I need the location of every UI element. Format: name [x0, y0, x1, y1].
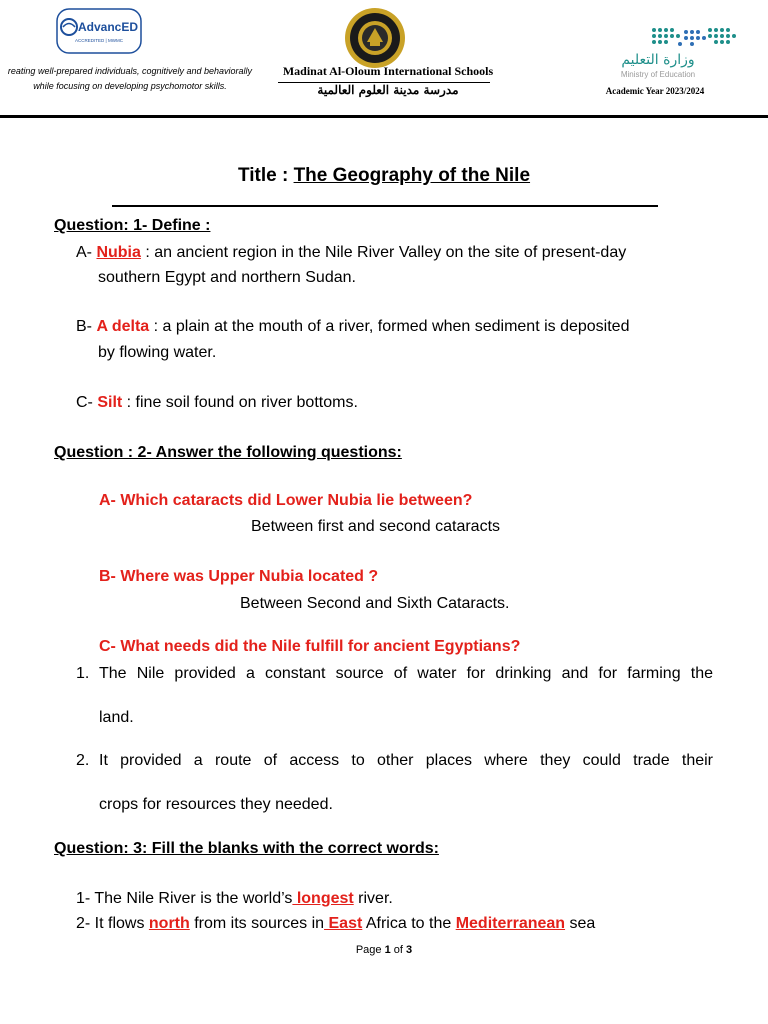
sentence-text: sea — [565, 915, 596, 932]
sentence-text: 2- It flows — [76, 915, 149, 932]
definition-nubia — [76, 243, 626, 263]
term-delta: A delta — [96, 318, 150, 335]
question-1-heading: Question: 1- Define : — [54, 217, 211, 234]
answer-2c-2-number: 2. — [76, 752, 90, 769]
definition-delta — [76, 317, 629, 337]
sentence-text: Africa to the — [362, 915, 456, 932]
fill-sentence-2 — [76, 914, 595, 934]
ministry-name-ar: وزارة التعليم — [621, 52, 695, 68]
school-motto — [0, 64, 260, 94]
school-name-en: Madinat Al-Oloum International Schools — [282, 64, 494, 78]
page-total: 3 — [406, 944, 413, 956]
page-word: Page — [355, 944, 385, 956]
advanced-logo — [56, 8, 142, 54]
page-current: 1 — [384, 944, 391, 956]
sentence-text: from its sources in — [189, 915, 325, 932]
definition-nubia-continued: southern Egypt and northern Sudan. — [98, 269, 356, 286]
question-3-heading: Question: 3: Fill the blanks with the correct words: — [54, 840, 439, 857]
definition-prefix: C- — [76, 394, 98, 411]
sentence-text: 1- The Nile River is the world’s — [76, 890, 293, 907]
answer-2c-1: The Nile provided a constant source of water for drinking and for farming the — [99, 665, 713, 682]
question-2a: A- Which cataracts did Lower Nubia lie between? — [99, 492, 473, 509]
ministry-name-en: Ministry of Education — [620, 70, 696, 79]
advanced-logo-name: AdvancED — [78, 20, 139, 34]
motto-line-2: while focusing on developing psychomotor skills. — [33, 81, 227, 91]
question-2-heading: Question : 2- Answer the following questions: — [54, 444, 402, 461]
advanced-logo-sub: ACCREDITED | MWMC — [75, 38, 123, 43]
document-header — [0, 0, 768, 116]
definition-silt — [76, 393, 358, 413]
title-text: The Geography of the Nile — [293, 165, 531, 186]
blank-longest: longest — [292, 890, 354, 907]
answer-2b: Between Second and Sixth Cataracts. — [240, 595, 510, 612]
page-of: of — [390, 944, 407, 956]
sentence-text: river. — [353, 890, 393, 907]
answer-2c-1-continued: land. — [99, 709, 134, 726]
term-nubia: Nubia — [96, 244, 141, 261]
answer-2a: Between first and second cataracts — [251, 518, 501, 535]
definition-text: : fine soil found on river bottoms. — [122, 394, 358, 411]
title-label: Title : — [237, 165, 294, 186]
blank-north: north — [148, 915, 190, 932]
school-seal-icon — [343, 6, 407, 70]
definition-text: : a plain at the mouth of a river, formed when sediment is deposited — [149, 318, 630, 335]
question-2b: B- Where was Upper Nubia located ? — [99, 568, 379, 585]
definition-prefix: B- — [76, 318, 97, 335]
definition-delta-continued: by flowing water. — [98, 344, 217, 361]
title-divider — [112, 205, 658, 207]
page-title — [0, 165, 768, 187]
motto-line-1: reating well-prepared individuals, cognitively and behaviorally — [7, 66, 253, 76]
page-number — [0, 944, 768, 956]
answer-2c-2-continued: crops for resources they needed. — [99, 796, 333, 813]
academic-year: Academic Year 2023/2024 — [605, 86, 705, 96]
ministry-dots-logo-icon — [650, 26, 736, 48]
definition-text: : an ancient region in the Nile River Valley on the site of present-day — [140, 244, 627, 261]
blank-east: East — [324, 915, 363, 932]
term-silt: Silt — [97, 394, 123, 411]
header-divider — [0, 112, 768, 118]
question-2c: C- What needs did the Nile fulfill for ancient Egyptians? — [99, 638, 521, 655]
fill-sentence-1 — [76, 889, 393, 909]
answer-2c-2: It provided a route of access to other places where they could trade their — [99, 752, 713, 769]
answer-2c-1-number: 1. — [76, 665, 90, 682]
blank-mediterranean: Mediterranean — [455, 915, 566, 932]
school-name-ar: مدرسة مدينة العلوم العالمية — [317, 83, 459, 97]
definition-prefix: A- — [76, 244, 97, 261]
